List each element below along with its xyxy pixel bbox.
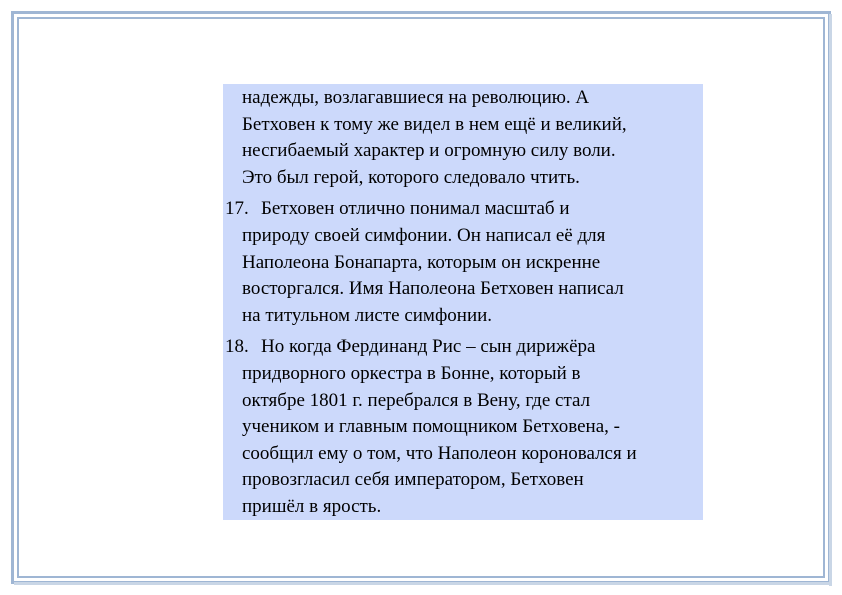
text-line: надежды, возлагавшиеся на революцию. А bbox=[242, 87, 590, 108]
text-line: октябре 1801 г. перебрался в Вену, где стал bbox=[242, 389, 591, 411]
text-line: сообщил ему о том, что Наполеон короновался и bbox=[242, 442, 637, 464]
text-line: пришёл в ярость. bbox=[242, 495, 382, 517]
paragraph-18 bbox=[223, 334, 703, 520]
text-line: природу своей симфонии. Он написал её для bbox=[242, 224, 606, 246]
text-block bbox=[223, 84, 703, 520]
text-line: на титульном листе симфонии. bbox=[242, 304, 493, 326]
numbered-line bbox=[223, 334, 703, 361]
text-line: Бетховен отлично понимал масштаб и bbox=[261, 198, 570, 220]
list-number: 17. bbox=[225, 198, 249, 220]
slide-frame-shadow-right bbox=[829, 14, 832, 586]
text-line: учеником и главным помощником Бетховена, - bbox=[242, 416, 620, 438]
numbered-line bbox=[223, 196, 703, 223]
list-number: 18. bbox=[225, 336, 249, 358]
text-line: восторгался. Имя Наполеона Бетховен написал bbox=[242, 278, 624, 300]
text-line: Бетховен к тому же видел в нем ещё и великий, bbox=[242, 113, 627, 135]
slide-frame-shadow-bottom bbox=[14, 582, 832, 585]
text-line: Это был герой, которого следовало чтить. bbox=[242, 166, 580, 188]
paragraph-intro bbox=[223, 85, 703, 191]
text-line: Наполеона Бонапарта, которым он искренне bbox=[242, 251, 601, 273]
paragraph-17 bbox=[223, 196, 703, 329]
text-line: несгибаемый характер и огромную силу воли. bbox=[242, 140, 616, 162]
text-line: провозгласил себя императором, Бетховен bbox=[242, 469, 584, 491]
text-line: Но когда Фердинанд Рис – сын дирижёра bbox=[261, 336, 596, 358]
text-line: придворного оркестра в Бонне, который в bbox=[242, 362, 581, 384]
